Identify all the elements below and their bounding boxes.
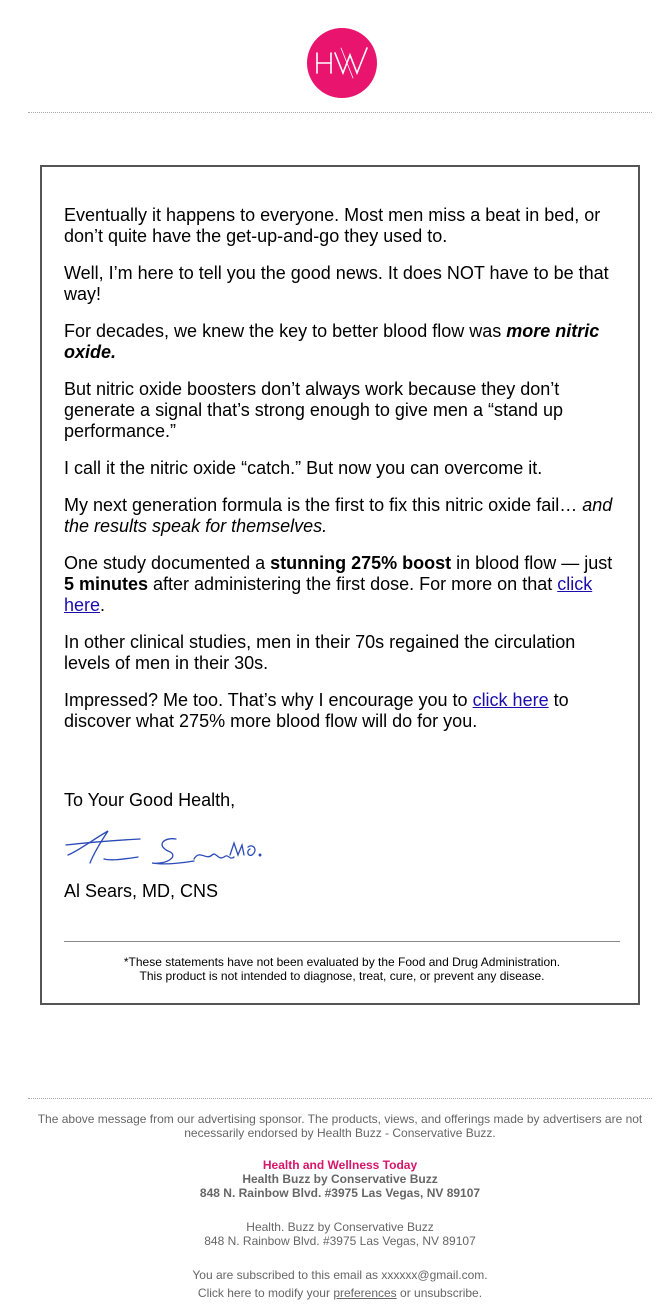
body-paragraph <box>64 553 620 616</box>
italic-text: and the results speak for themselves. <box>64 495 613 536</box>
publisher-name-2: Health. Buzz by Conservative Buzz <box>246 1220 434 1234</box>
disclaimer-line-1: *These statements have not been evaluated by the Food and Drug Administration. <box>123 955 561 969</box>
text-run: to discover what 275% more blood flow will do for you. <box>64 690 569 731</box>
bold-italic-text: more nitric oxide. <box>64 321 600 362</box>
click-here-link[interactable]: click here <box>64 574 593 615</box>
bold-text: stunning 275% boost <box>270 553 452 573</box>
text-run: But nitric oxide boosters don’t always work because they don’t generate a signal that’s strong enough to give men a “stand up performance.” <box>64 379 564 441</box>
publisher-name: Health Buzz by Conservative Buzz <box>242 1172 438 1186</box>
body-paragraph <box>64 632 620 674</box>
email-card <box>40 165 640 1005</box>
body-paragraph <box>64 458 620 479</box>
text-run: Impressed? Me too. That’s why I encourage you to <box>64 690 473 710</box>
text-run: I call it the nitric oxide “catch.” But now you can overcome it. <box>64 458 543 478</box>
fda-disclaimer <box>64 955 620 983</box>
body-paragraph <box>64 263 620 305</box>
signature-image <box>64 825 620 873</box>
click-here-link[interactable]: click here <box>472 690 549 710</box>
sponsor-note: The above message from our advertising sponsor. The products, views, and offerings made by advertisers are not necessarily endorsed by Health Buzz - Conservative Buzz. <box>37 1112 643 1140</box>
body-paragraph <box>64 690 620 732</box>
publisher-block <box>28 1158 652 1200</box>
text-run: My next generation formula is the first to fix this nitric oxide fail… <box>64 495 583 515</box>
text-run: after administering the first dose. For more on that <box>148 574 558 594</box>
body-paragraph <box>64 321 620 363</box>
modify-prefix: Click here to modify your <box>197 1286 334 1300</box>
publisher-address: 848 N. Rainbow Blvd. #3975 Las Vegas, NV 89107 <box>199 1186 481 1200</box>
text-run: For decades, we knew the key to better blood flow was <box>64 321 507 341</box>
hw-logo-icon <box>307 28 377 98</box>
publisher-block-2 <box>28 1220 652 1248</box>
header-logo-wrap <box>0 28 672 98</box>
footer-divider <box>28 1098 652 1099</box>
subscribed-note: You are subscribed to this email as xxxxxx@gmail.com. <box>192 1268 488 1282</box>
header-divider <box>28 112 652 113</box>
disclaimer-line-2: This product is not intended to diagnose, treat, cure, or prevent any disease. <box>139 969 545 983</box>
text-run: in blood flow — just <box>451 553 613 573</box>
email-body <box>64 205 620 902</box>
body-paragraph <box>64 379 620 442</box>
spacer <box>64 748 620 790</box>
brand-logo[interactable] <box>307 28 377 98</box>
text-run: . <box>100 595 106 615</box>
publisher-address-2: 848 N. Rainbow Blvd. #3975 Las Vegas, NV 89107 <box>204 1234 476 1248</box>
body-paragraph <box>64 495 620 537</box>
text-run: Well, I’m here to tell you the good news. It does NOT have to be that way! <box>64 263 609 304</box>
signer-name: Al Sears, MD, CNS <box>64 881 219 901</box>
modify-line <box>28 1286 652 1300</box>
modify-suffix: or unsubscribe. <box>396 1286 483 1300</box>
subscription-info <box>28 1268 652 1300</box>
closing-line: To Your Good Health, <box>64 790 236 810</box>
body-paragraph <box>64 205 620 247</box>
preferences-link[interactable]: preferences <box>333 1286 397 1300</box>
text-run: Eventually it happens to everyone. Most men miss a beat in bed, or don’t quite have the get-up-and-go they used to. <box>64 205 601 246</box>
disclaimer-divider <box>64 941 620 942</box>
text-run: In other clinical studies, men in their 70s regained the circulation levels of men in their 30s. <box>64 632 576 673</box>
publication-name: Health and Wellness Today <box>262 1158 418 1172</box>
bold-text: 5 minutes <box>64 574 149 594</box>
signature-icon <box>64 825 264 873</box>
text-run: One study documented a <box>64 553 271 573</box>
